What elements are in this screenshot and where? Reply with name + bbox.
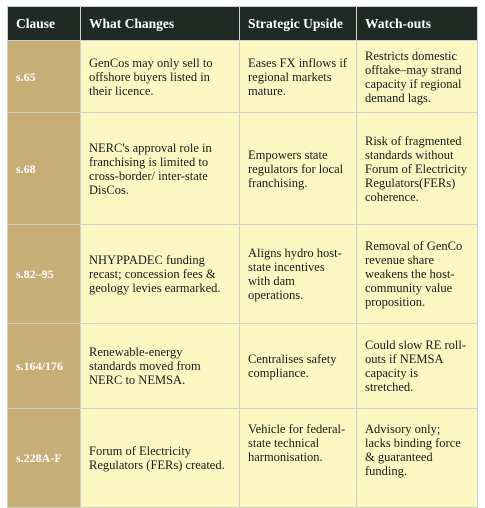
clause-table-container	[7, 6, 478, 508]
clause-table	[7, 6, 478, 508]
table-row	[8, 113, 478, 225]
what-changes-cell: GenCos may only sell to offshore buyers listed in their licence.	[81, 41, 240, 113]
table-row	[8, 409, 478, 508]
table-row	[8, 225, 478, 324]
header-what-changes: What Changes	[81, 7, 240, 41]
clause-cell: s.82–95	[8, 225, 81, 324]
header-row	[8, 7, 478, 41]
what-changes-cell: Forum of Electricity Regulators (FERs) created.	[81, 409, 240, 508]
watch-outs-cell: Could slow RE roll-outs if NEMSA capacity is stretched.	[357, 324, 478, 409]
watch-outs-cell: Restricts domestic offtake–may strand capacity if regional demand lags.	[357, 41, 478, 113]
clause-cell: s.68	[8, 113, 81, 225]
watch-outs-cell: Removal of GenCo revenue share weakens the host-community value proposition.	[357, 225, 478, 324]
what-changes-cell: Renewable-energy standards moved from NERC to NEMSA.	[81, 324, 240, 409]
strategic-upside-cell: Eases FX inflows if regional markets mature.	[240, 41, 357, 113]
table-row	[8, 324, 478, 409]
strategic-upside-cell: Aligns hydro host-state incentives with dam operations.	[240, 225, 357, 324]
header-watch-outs: Watch-outs	[357, 7, 478, 41]
clause-cell: s.65	[8, 41, 81, 113]
strategic-upside-cell: Centralises safety compliance.	[240, 324, 357, 409]
clause-cell: s.164/176	[8, 324, 81, 409]
header-strategic-upside: Strategic Upside	[240, 7, 357, 41]
header-clause: Clause	[8, 7, 81, 41]
strategic-upside-cell: Vehicle for federal-state technical harmonisation.	[240, 409, 357, 508]
strategic-upside-cell: Empowers state regulators for local franchising.	[240, 113, 357, 225]
what-changes-cell: NERC's approval role in franchising is limited to cross-border/ inter-state DisCos.	[81, 113, 240, 225]
watch-outs-cell: Risk of fragmented standards without Forum of Electricity Regulators(FERs) coherence.	[357, 113, 478, 225]
table-row	[8, 41, 478, 113]
clause-cell: s.228A-F	[8, 409, 81, 508]
watch-outs-cell: Advisory only; lacks binding force & guaranteed funding.	[357, 409, 478, 508]
what-changes-cell: NHYPPADEC funding recast; concession fees & geology levies earmarked.	[81, 225, 240, 324]
